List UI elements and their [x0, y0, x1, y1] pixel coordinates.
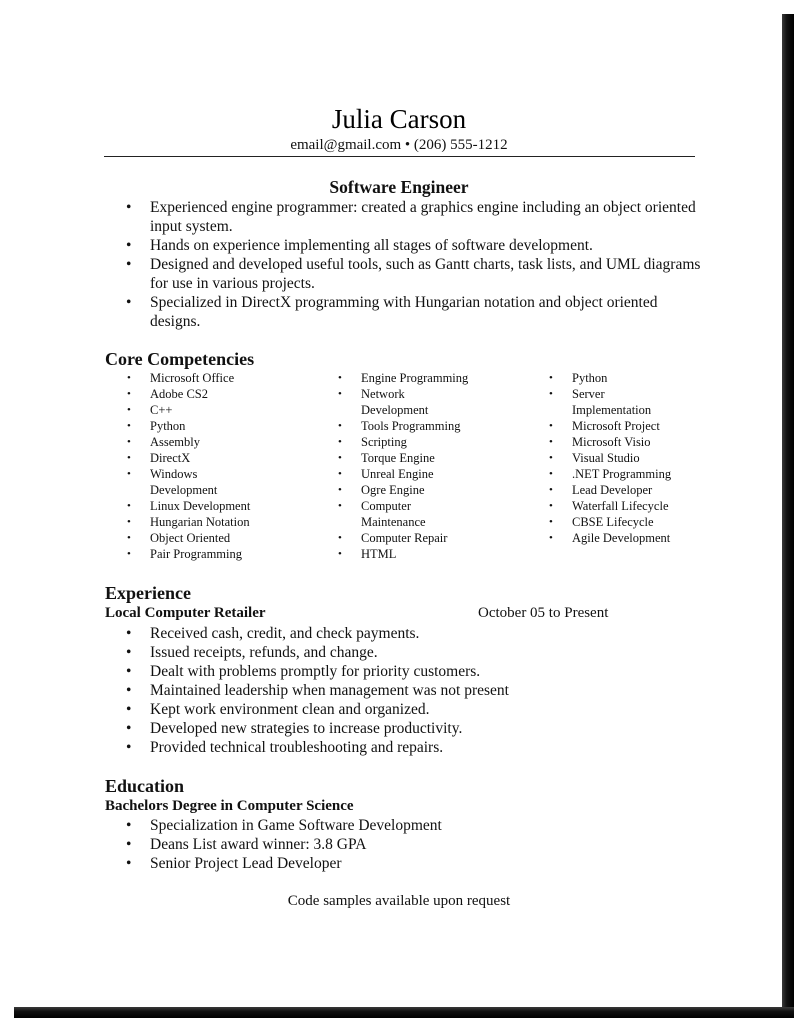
- competencies-column-3: [526, 370, 696, 546]
- summary-item: • Experienced engine programmer: created a graphics engine including an object oriented input system.: [104, 198, 704, 236]
- candidate-name: Julia Carson: [331, 104, 467, 134]
- experience-item: • Maintained leadership when management was not present: [104, 681, 704, 700]
- competency-item: • Network Development: [315, 386, 441, 418]
- competency-item: • Server Implementation: [526, 386, 667, 418]
- competency-item: • Visual Studio: [526, 450, 696, 466]
- experience-item: • Dealt with problems promptly for priority customers.: [104, 662, 704, 681]
- summary-list: [104, 198, 704, 331]
- competency-item: • Computer Maintenance: [315, 498, 441, 530]
- competency-item: • Tools Programming: [315, 418, 485, 434]
- competency-item: • Waterfall Lifecycle: [526, 498, 696, 514]
- employer-name: Local Computer Retailer: [105, 605, 266, 621]
- footer-note: Code samples available upon request: [287, 893, 511, 909]
- experience-item: • Issued receipts, refunds, and change.: [104, 643, 704, 662]
- contact-line: email@gmail.com • (206) 555-1212: [290, 137, 508, 153]
- competency-item: • Scripting: [315, 434, 485, 450]
- competency-item: • Microsoft Visio: [526, 434, 696, 450]
- competency-item: • Object Oriented: [104, 530, 274, 546]
- summary-item: • Hands on experience implementing all stages of software development.: [104, 236, 704, 255]
- degree-name: Bachelors Degree in Computer Science: [105, 798, 354, 814]
- competency-item: • Computer Repair: [315, 530, 485, 546]
- competency-item: • Windows Development: [104, 466, 222, 498]
- competency-item: • HTML: [315, 546, 485, 562]
- education-heading: Education: [105, 776, 185, 796]
- employment-dates: October 05 to Present: [478, 605, 609, 621]
- job-title: Software Engineer: [329, 177, 469, 197]
- experience-item: • Received cash, credit, and check payments.: [104, 624, 704, 643]
- experience-heading: Experience: [105, 583, 191, 603]
- competency-item: • Adobe CS2: [104, 386, 274, 402]
- summary-item: • Designed and developed useful tools, such as Gantt charts, task lists, and UML diagrams for use in various projects.: [104, 255, 704, 293]
- competency-item: • Lead Developer: [526, 482, 696, 498]
- competency-item: • Linux Development: [104, 498, 274, 514]
- competencies-column-2: [315, 370, 485, 562]
- education-item: • Senior Project Lead Developer: [104, 854, 704, 873]
- summary-item: • Specialized in DirectX programming with Hungarian notation and object oriented designs.: [104, 293, 704, 331]
- competency-item: • Ogre Engine: [315, 482, 485, 498]
- competency-item: • Engine Programming: [315, 370, 485, 386]
- competency-item: • Python: [104, 418, 274, 434]
- competency-item: • Pair Programming: [104, 546, 274, 562]
- experience-item: • Provided technical troubleshooting and repairs.: [104, 738, 704, 757]
- competency-item: • .NET Programming: [526, 466, 696, 482]
- experience-item: • Kept work environment clean and organized.: [104, 700, 704, 719]
- education-item: • Deans List award winner: 3.8 GPA: [104, 835, 704, 854]
- header-divider: [104, 156, 695, 157]
- competency-item: • Microsoft Office: [104, 370, 274, 386]
- competency-item: • DirectX: [104, 450, 274, 466]
- education-item: • Specialization in Game Software Development: [104, 816, 704, 835]
- competencies-column-1: [104, 370, 274, 562]
- competency-item: • Assembly: [104, 434, 274, 450]
- competency-item: • Unreal Engine: [315, 466, 485, 482]
- competency-item: • Torque Engine: [315, 450, 485, 466]
- competency-item: • Python: [526, 370, 696, 386]
- competency-item: • C++: [104, 402, 274, 418]
- page-shadow-right: [782, 14, 794, 1017]
- competency-item: • Agile Development: [526, 530, 696, 546]
- page-shadow-bottom: [14, 1007, 794, 1018]
- competency-item: • CBSE Lifecycle: [526, 514, 696, 530]
- experience-item: • Developed new strategies to increase productivity.: [104, 719, 704, 738]
- education-list: [104, 816, 704, 873]
- competencies-heading: Core Competencies: [105, 349, 255, 369]
- competency-item: • Hungarian Notation: [104, 514, 274, 530]
- competency-item: • Microsoft Project: [526, 418, 696, 434]
- experience-list: [104, 624, 704, 757]
